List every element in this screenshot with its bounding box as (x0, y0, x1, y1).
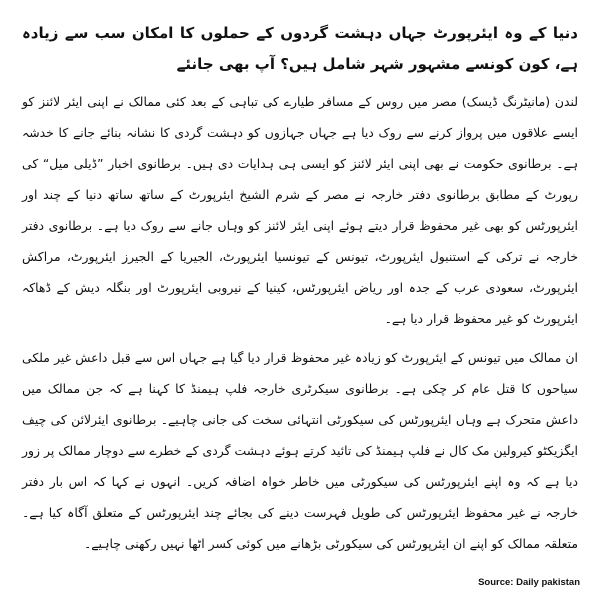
article-paragraph-1: لندن (مانیٹرنگ ڈیسک) مصر میں روس کے مسافر طیارے کی تباہی کے بعد کئی ممالک نے اپنی ایئر لائنز کو ایسے علاقوں میں پرواز کرنے سے روک دیا ہے جہاں جہازوں کو دہشت گردی کا نشانہ بنائے جانے کا خدشہ ہے۔ برطانوی حکومت نے بھی اپنی ایئر لائنز کو ایسی ہی ہدایات دی ہیں۔ برطانوی اخبار ”ڈیلی میل“ کی رپورٹ کے مطابق برطانوی دفتر خارجہ نے مصر کے شرم الشیخ ایئرپورٹ کے ساتھ ساتھ دنیا کے چند اور ایئرپورٹس کو بھی غیر محفوظ قرار دیتے ہوئے اپنی ایئر لائنز کو وہاں جانے سے روک دیا ہے۔ برطانوی دفتر خارجہ نے ترکی کے استنبول ایئرپورٹ، تیونس کے تیونسیا ایئرپورٹ، الجیریا کے الجیرز ایئرپورٹ، مراکش ایئرپورٹ، سعودی عرب کے جدہ اور ریاض ایئرپورٹس، کینیا کے نیروبی ایئرپورٹ اور بنگلہ دیش کے ڈھاکہ ایئرپورٹ کو غیر محفوظ قرار دیا ہے۔ (22, 94, 578, 326)
article-headline: دنیا کے وہ ایئرپورٹ جہاں دہشت گردوں کے حملوں کا امکان سب سے زیادہ ہے، کون کونسے مشہور شہر شامل ہیں؟ آپ بھی جانئے (22, 24, 578, 73)
article-paragraph-2: ان ممالک میں تیونس کے ایئرپورٹ کو زیادہ غیر محفوظ قرار دیا گیا ہے جہاں اس سے قبل داعش غیر ملکی سیاحوں کا قتل عام کر چکی ہے۔ برطانوی سیکرٹری خارجہ فلپ ہیمنڈ کا کہنا ہے کہ جن ممالک میں داعش متحرک ہے وہاں ایئرپورٹس کی سیکورٹی انتہائی سخت کی جانی چاہیے۔ برطانوی ایئرلائن کی چیف ایگزیکٹو کیرولین مک کال نے فلپ ہیمنڈ کی تائید کرتے ہوئے دہشت گردی کے خطرے سے دوچار ممالک پر زور دیا ہے کہ وہ اپنے ایئرپورٹس کی سیکورٹی میں خاطر خواہ اضافہ کریں۔ انہوں نے کہا کہ اس بار دفتر خارجہ نے غیر محفوظ ایئرپورٹس کی طویل فہرست دینے کی بجائے چند ایئرپورٹس کے متعلق آگاہ کیا ہے۔ متعلقہ ممالک کو اپنے ان ایئرپورٹس کی سیکورٹی بڑھانے میں کوئی کسر اٹھا نہیں رکھنی چاہیے۔ (22, 350, 578, 551)
source-credit: Source: Daily pakistan (478, 577, 580, 588)
article (22, 18, 578, 559)
